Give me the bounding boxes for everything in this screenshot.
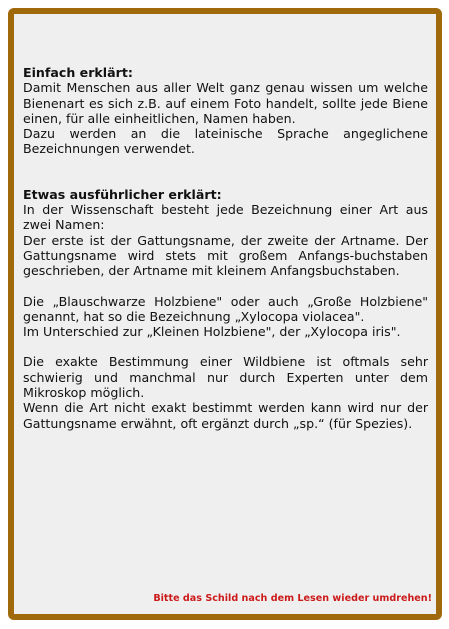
sign-content (23, 65, 428, 431)
paragraph: In der Wissenschaft besteht jede Bezeichnung einer Art aus zwei Namen: (23, 202, 428, 233)
section-heading-simple: Einfach erklärt: (23, 65, 133, 80)
paragraph: Die exakte Bestimmung einer Wildbiene ist oftmals sehr schwierig und manchmal nur durch Experten unter dem Mikroskop möglich. (23, 354, 428, 401)
spacer (23, 339, 428, 354)
paragraph: Dazu werden an die lateinische Sprache angeglichene Bezeichnungen verwendet. (23, 126, 428, 157)
paragraph: Die „Blauschwarze Holzbiene" oder auch „Große Holzbiene" genannt, hat so die Bezeichnung „Xylocopa violacea". (23, 293, 428, 324)
paragraph: Im Unterschied zur „Kleinen Holzbiene", der „Xylocopa iris". (23, 324, 401, 340)
paragraph: Der erste ist der Gattungsname, der zweite der Artname. Der Gattungsname wird stets mit großem Anfangs-buchstaben geschrieben, der Artname mit kleinem Anfangsbuchstaben. (23, 232, 428, 279)
section-heading-detailed: Etwas ausführlicher erklärt: (23, 186, 222, 202)
spacer (23, 279, 428, 294)
paragraph: Wenn die Art nicht exakt bestimmt werden kann wird nur der Gattungsname erwähnt, oft ergänzt durch „sp.“ (für Spezies). (23, 400, 428, 431)
spacer (23, 157, 428, 187)
info-sign (8, 8, 442, 620)
flip-sign-note: Bitte das Schild nach dem Lesen wieder umdrehen! (153, 593, 432, 604)
paragraph: Damit Menschen aus aller Welt ganz genau wissen um welche Bienenart es sich z.B. auf einem Foto handelt, sollte jede Biene einen, für alle einheitlichen, Namen haben. (23, 80, 428, 126)
